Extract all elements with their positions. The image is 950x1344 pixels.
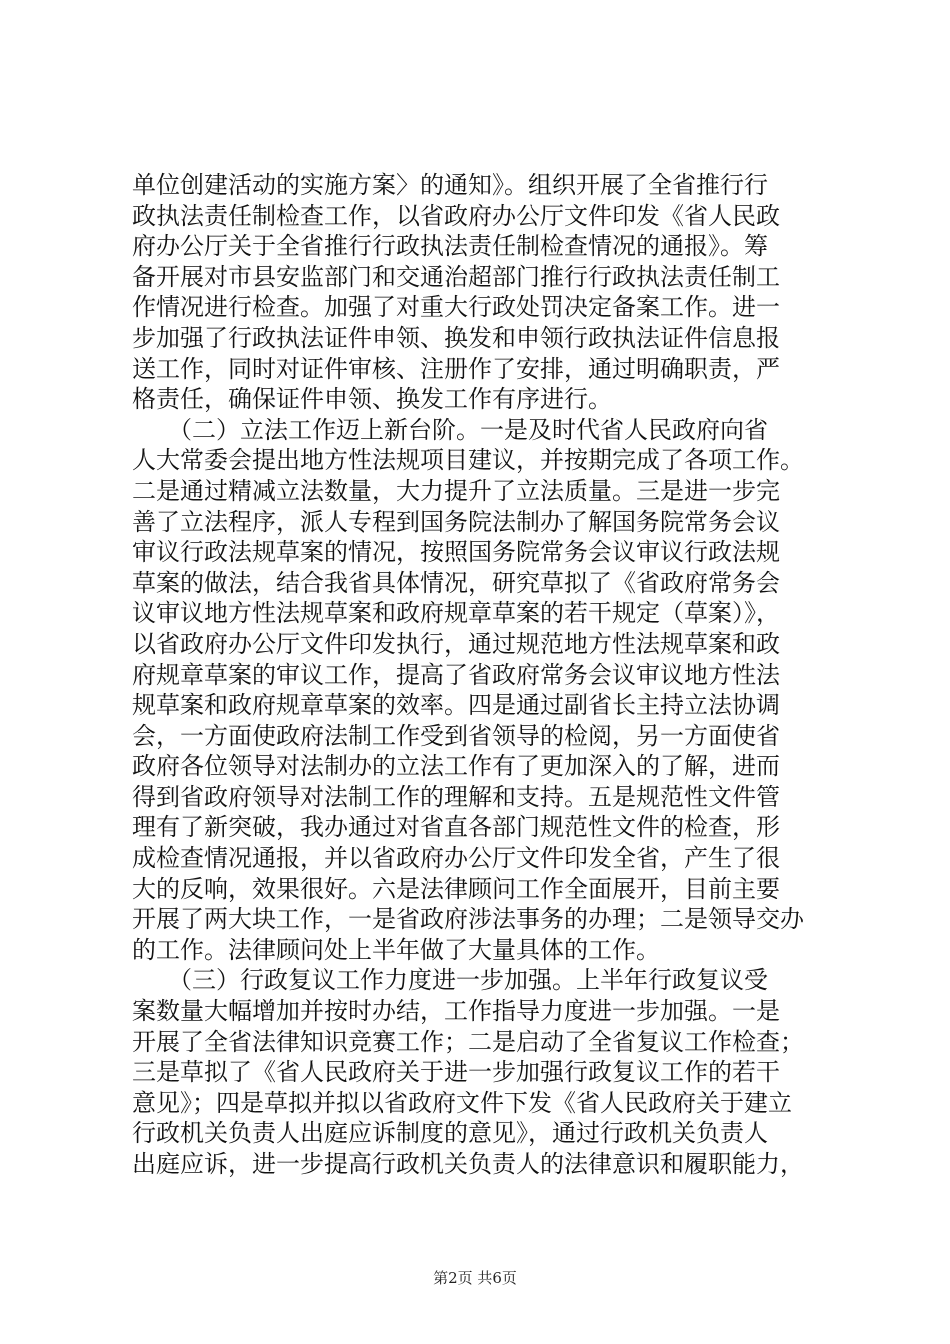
text-line: 意见》；四是草拟并拟以省政府文件下发《省人民政府关于建立	[132, 1088, 792, 1117]
text-line: 会，一方面使政府法制工作受到省领导的检阅，另一方面使省	[132, 721, 780, 750]
text-line: 理有了新突破，我办通过对省直各部门规范性文件的检查，形	[132, 813, 780, 842]
text-line: 行政机关负责人出庭应诉制度的意见》，通过行政机关负责人	[132, 1119, 768, 1148]
text-line: 规草案和政府规章草案的效率。四是通过副省长主持立法协调	[132, 691, 780, 720]
text-line: 人大常委会提出地方性法规项目建议，并按期完成了各项工作。	[132, 446, 804, 475]
text-line: 开展了全省法律知识竞赛工作；二是启动了全省复议工作检查；	[132, 1027, 804, 1056]
text-line: 送工作，同时对证件审核、注册作了安排，通过明确职责，严	[132, 354, 780, 383]
text-line: 备开展对市县安监部门和交通治超部门推行行政执法责任制工	[132, 262, 780, 291]
text-line: 审议行政法规草案的情况，按照国务院常务会议审议行政法规	[132, 538, 780, 567]
page-footer: 第2页 共6页	[433, 1269, 517, 1287]
text-line: （三）行政复议工作力度进一步加强。上半年行政复议受	[132, 966, 768, 995]
text-line: （二）立法工作迈上新台阶。一是及时代省人民政府向省	[132, 415, 768, 444]
text-line: 府办公厅关于全省推行行政执法责任制检查情况的通报》。筹	[132, 232, 768, 261]
text-line: 二是通过精减立法数量，大力提升了立法质量。三是进一步完	[132, 476, 780, 505]
text-line: 议审议地方性法规草案和政府规章草案的若干规定（草案）》，	[132, 599, 780, 628]
text-line: 开展了两大块工作，一是省政府涉法事务的办理；二是领导交办	[132, 905, 804, 934]
text-line: 作情况进行检查。加强了对重大行政处罚决定备案工作。进一	[132, 293, 780, 322]
text-line: 大的反响，效果很好。六是法律顾问工作全面展开，目前主要	[132, 874, 780, 903]
text-line: 得到省政府领导对法制工作的理解和支持。五是规范性文件管	[132, 782, 780, 811]
text-line: 的工作。法律顾问处上半年做了大量具体的工作。	[132, 935, 660, 964]
text-line: 三是草拟了《省人民政府关于进一步加强行政复议工作的若干	[132, 1058, 780, 1087]
text-line: 草案的做法，结合我省具体情况，研究草拟了《省政府常务会	[132, 568, 780, 597]
text-line: 政府各位领导对法制办的立法工作有了更加深入的了解，进而	[132, 752, 780, 781]
text-line: 以省政府办公厅文件印发执行，通过规范地方性法规草案和政	[132, 629, 780, 658]
text-line: 单位创建活动的实施方案〉的通知》。组织开展了全省推行行	[132, 171, 768, 199]
document-body	[132, 170, 832, 1180]
text-line: 步加强了行政执法证件申领、换发和申领行政执法证件信息报	[132, 323, 780, 352]
text-line: 案数量大幅增加并按时办结，工作指导力度进一步加强。一是	[132, 997, 780, 1026]
text-line: 格责任，确保证件申领、换发工作有序进行。	[132, 385, 612, 414]
text-line: 善了立法程序，派人专程到国务院法制办了解国务院常务会议	[132, 507, 780, 536]
text-line: 成检查情况通报，并以省政府办公厅文件印发全省，产生了很	[132, 844, 780, 873]
text-line: 府规章草案的审议工作，提高了省政府常务会议审议地方性法	[132, 660, 780, 689]
text-line: 政执法责任制检查工作，以省政府办公厅文件印发《省人民政	[132, 201, 780, 230]
text-line: 出庭应诉，进一步提高行政机关负责人的法律意识和履职能力，	[132, 1150, 804, 1178]
